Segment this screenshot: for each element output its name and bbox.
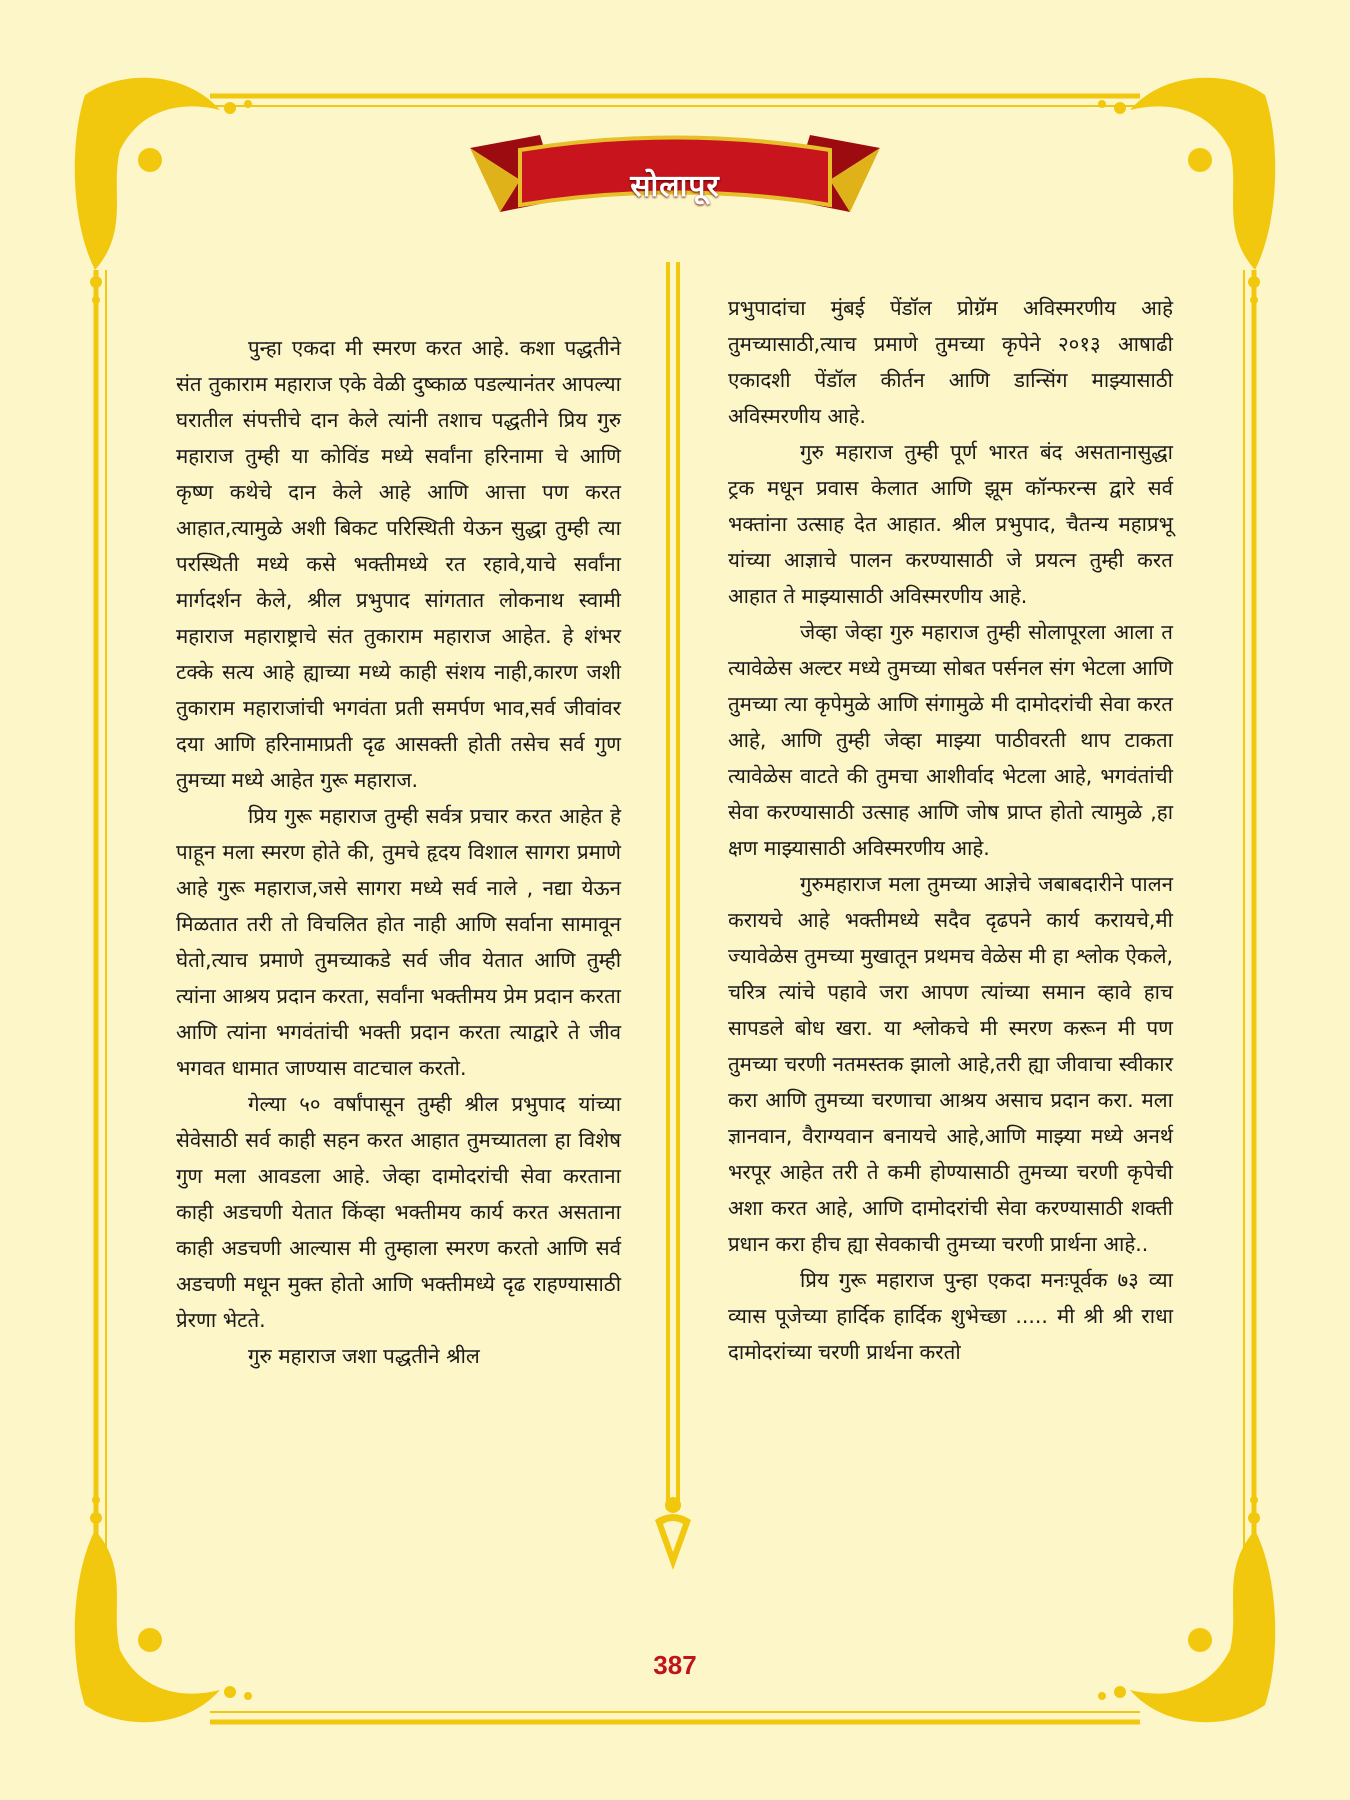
corner-ornament-bottom-right	[1098, 1496, 1275, 1722]
corner-ornament-top-right	[1098, 78, 1275, 304]
corner-ornament-top-left	[75, 78, 252, 304]
left-paragraph-4: गुरु महाराज जशा पद्धतीने श्रील	[248, 1344, 480, 1368]
corner-ornament-bottom-left	[75, 1496, 252, 1722]
right-paragraph-1: प्रभुपादांचा मुंबई पेंडॉल प्रोग्रॅम अविस्मरणीय आहे तुमच्यासाठी,त्याच प्रमाणे तुमच्या कृपेने २०१३ आषाढी एकादशी पेंडॉल कीर्तन आणि डान्सिंग माझ्यासाठी अविस्मरणीय आहे.	[728, 296, 1173, 428]
right-paragraph-4: गुरुमहाराज मला तुमच्या आज्ञेचे जबाबदारीने पालन करायचे आहे भक्तीमध्ये सदैव दृढपने कार्य करायचे,मी ज्यावेळेस तुमच्या मुखातून प्रथमच वेळेस मी हा श्लोक ऐकले, चरित्र त्यांचे पहावे जरा आपण त्यांच्या समान व्हावे हाच सापडले बोध खरा. या श्लोकचे मी स्मरण करून मी पण तुमच्या चरणी नतमस्तक झालो आहे,तरी ह्या जीवाचा स्वीकार करा आणि तुमच्या चरणाचा आश्रय असाच प्रदान करा. मला ज्ञानवान, वैराग्यवान बनायचे आहे,आणि माझ्या मध्ये अनर्थ भरपूर आहेत तरी ते कमी होण्यासाठी तुमच्या चरणी कृपेची अशा करत आहे, आणि दामोदरांची सेवा करण्यासाठी शक्ती प्रधान करा हीच ह्या सेवकाची तुमच्या चरणी प्रार्थना आहे..	[728, 872, 1173, 1256]
right-paragraph-3: जेव्हा जेव्हा गुरु महाराज तुम्ही सोलापूरला आला त त्यावेळेस अल्टर मध्ये तुमच्या सोबत पर्सनल संग भेटला आणि तुमच्या त्या कृपेमुळे आणि संगामुळे मी दामोदरांची सेवा करत आहे, आणि तुम्ही जेव्हा माझ्या पाठीवरती थाप टाकता त्यावेळेस वाटते की तुमचा आशीर्वाद भेटला आहे, भगवंतांची सेवा करण्यासाठी उत्साह आणि जोष प्राप्त होतो त्यामुळे ,हा क्षण माझ्यासाठी अविस्मरणीय आहे.	[728, 620, 1173, 860]
banner	[460, 128, 890, 238]
banner-title: सोलापूर	[630, 169, 720, 204]
left-paragraph-3: गेल्या ५० वर्षांपासून तुम्ही श्रील प्रभुपाद यांच्या सेवेसाठी सर्व काही सहन करत आहात तुमच्यातला हा विशेष गुण मला आवडला आहे. जेव्हा दामोदरांची सेवा करताना काही अडचणी येतात किंव्हा भक्तीमय कार्य करत असताना काही अडचणी आल्यास मी तुम्हाला स्मरण करतो आणि सर्व अडचणी मधून मुक्त होतो आणि भक्तीमध्ये दृढ राहण्यासाठी प्रेरणा भेटते.	[176, 1092, 621, 1332]
left-column	[176, 330, 621, 1374]
column-divider	[655, 262, 691, 1570]
left-paragraph-1: पुन्हा एकदा मी स्मरण करत आहे. कशा पद्धतीने संत तुकाराम महाराज एके वेळी दुष्काळ पडल्यानंतर आपल्या घरातील संपत्तीचे दान केले त्यांनी तशाच पद्धतीने प्रिय गुरु महाराज तुम्ही या कोविंड मध्ये सर्वांना हरिनामा चे आणि कृष्ण कथेचे दान केले आहे आणि आत्ता पण करत आहात,त्यामुळे अशी बिकट परिस्थिती येऊन सुद्धा तुम्ही त्या परस्थिती मध्ये कसे भक्तीमध्ये रत रहावे,याचे सर्वांना मार्गदर्शन केले, श्रील प्रभुपाद सांगतात लोकनाथ स्वामी महाराज महाराष्ट्राचे संत तुकाराम महाराज आहेत. हे शंभर टक्के सत्य आहे ह्याच्या मध्ये काही संशय नाही,कारण जशी तुकाराम महाराजांची भगवंता प्रती समर्पण भाव,सर्व जीवांवर दया आणि हरिनामाप्रती दृढ आसक्ती होती तसेच सर्व गुण तुमच्या मध्ये आहेत गुरू महाराज.	[176, 336, 621, 792]
right-paragraph-2: गुरु महाराज तुम्ही पूर्ण भारत बंद असतानासुद्धा ट्रक मधून प्रवास केलात आणि झूम कॉन्फरन्स द्वारे सर्व भक्तांना उत्साह देत आहात. श्रील प्रभुपाद, चैतन्य महाप्रभू यांच्या आज्ञाचे पालन करण्यासाठी जे प्रयत्न तुम्ही करत आहात ते माझ्यासाठी अविस्मरणीय आहे.	[728, 440, 1173, 608]
right-paragraph-5: प्रिय गुरू महाराज पुन्हा एकदा मनःपूर्वक ७३ व्या व्यास पूजेच्या हार्दिक हार्दिक शुभेच्छा ..... मी श्री श्री राधा दामोदरांच्या चरणी प्रार्थना करतो	[728, 1268, 1173, 1364]
right-column	[728, 290, 1173, 1370]
page-number: 387	[653, 1650, 697, 1680]
left-paragraph-2: प्रिय गुरू महाराज तुम्ही सर्वत्र प्रचार करत आहेत हे पाहून मला स्मरण होते की, तुमचे हृदय विशाल सागरा प्रमाणे आहे गुरू महाराज,जसे सागरा मध्ये सर्व नाले , नद्या येऊन मिळतात तरी तो विचलित होत नाही आणि सर्वाना सामावून घेतो,त्याच प्रमाणे तुमच्याकडे सर्व जीव येतात आणि तुम्ही त्यांना आश्रय प्रदान करता, सर्वांना भक्तीमय प्रेम प्रदान करता आणि त्यांना भगवंतांची भक्ती प्रदान करता त्याद्वारे ते जीव भगवत धामात जाण्यास वाटचाल करतो.	[176, 804, 621, 1080]
